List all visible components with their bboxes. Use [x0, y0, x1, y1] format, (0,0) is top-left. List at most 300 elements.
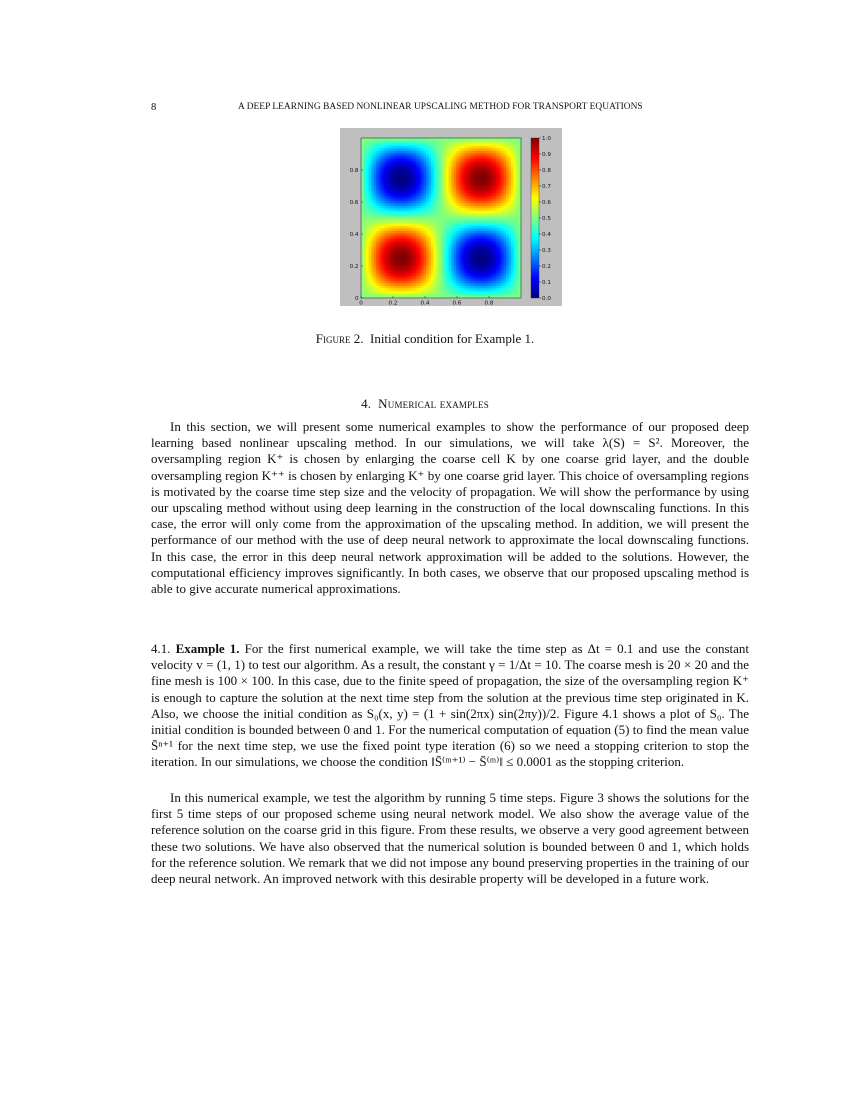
heatmap-cell — [429, 203, 432, 206]
heatmap-cell — [366, 278, 369, 281]
heatmap-cell — [431, 196, 434, 199]
heatmap-cell — [466, 266, 469, 269]
heatmap-cell — [399, 288, 402, 291]
heatmap-cell — [434, 243, 437, 246]
heatmap-cell — [391, 213, 394, 216]
heatmap-cell — [501, 191, 504, 194]
heatmap-cell — [396, 168, 399, 171]
heatmap-cell — [386, 223, 389, 226]
heatmap-cell — [409, 193, 412, 196]
heatmap-cell — [404, 241, 407, 244]
heatmap-cell — [456, 151, 459, 154]
heatmap-cell — [389, 286, 392, 289]
heatmap-cell — [421, 148, 424, 151]
heatmap-cell — [394, 246, 397, 249]
heatmap-cell — [506, 288, 509, 291]
heatmap-cell — [421, 223, 424, 226]
heatmap-cell — [464, 201, 467, 204]
heatmap-cell — [479, 206, 482, 209]
heatmap-cell — [506, 243, 509, 246]
heatmap-cell — [466, 253, 469, 256]
heatmap-cell — [481, 206, 484, 209]
heatmap-cell — [471, 151, 474, 154]
heatmap-cell — [414, 266, 417, 269]
heatmap-cell — [454, 256, 457, 259]
heatmap-cell — [414, 233, 417, 236]
heatmap-cell — [419, 183, 422, 186]
heatmap-cell — [371, 176, 374, 179]
heatmap-cell — [444, 171, 447, 174]
heatmap-cell — [469, 193, 472, 196]
heatmap-cell — [491, 208, 494, 211]
heatmap-cell — [506, 181, 509, 184]
heatmap-cell — [434, 221, 437, 224]
heatmap-cell — [424, 143, 427, 146]
heatmap-cell — [371, 226, 374, 229]
heatmap-cell — [466, 226, 469, 229]
heatmap-cell — [479, 176, 482, 179]
heatmap-cell — [474, 218, 477, 221]
heatmap-cell — [426, 253, 429, 256]
heatmap-cell — [371, 291, 374, 294]
heatmap-cell — [381, 238, 384, 241]
heatmap-cell — [381, 233, 384, 236]
heatmap-cell — [494, 231, 497, 234]
heatmap-cell — [426, 278, 429, 281]
heatmap-cell — [429, 248, 432, 251]
heatmap-cell — [466, 246, 469, 249]
heatmap-cell — [469, 283, 472, 286]
heatmap-cell — [479, 236, 482, 239]
heatmap-cell — [394, 161, 397, 164]
heatmap-cell — [479, 271, 482, 274]
heatmap-cell — [434, 246, 437, 249]
heatmap-cell — [436, 221, 439, 224]
heatmap-cell — [494, 168, 497, 171]
heatmap-cell — [486, 198, 489, 201]
x-tick-label: 0 — [359, 300, 363, 306]
heatmap-cell — [454, 203, 457, 206]
heatmap-cell — [516, 226, 519, 229]
heatmap-cell — [491, 286, 494, 289]
heatmap-cell — [381, 258, 384, 261]
heatmap-cell — [474, 278, 477, 281]
heatmap-cell — [406, 231, 409, 234]
heatmap-cell — [401, 238, 404, 241]
heatmap-cell — [501, 286, 504, 289]
heatmap-cell — [366, 193, 369, 196]
heatmap-cell — [434, 231, 437, 234]
heatmap-cell — [389, 213, 392, 216]
heatmap-cell — [386, 208, 389, 211]
heatmap-cell — [421, 251, 424, 254]
heatmap-cell — [484, 188, 487, 191]
heatmap-cell — [384, 241, 387, 244]
heatmap-cell — [469, 181, 472, 184]
heatmap-cell — [514, 266, 517, 269]
heatmap-cell — [391, 181, 394, 184]
heatmap-cell — [384, 173, 387, 176]
heatmap-cell — [389, 218, 392, 221]
heatmap-cell — [396, 156, 399, 159]
heatmap-cell — [509, 151, 512, 154]
heatmap-cell — [369, 201, 372, 204]
heatmap-cell — [446, 221, 449, 224]
heatmap-cell — [491, 283, 494, 286]
heatmap-cell — [504, 283, 507, 286]
heatmap-cell — [514, 158, 517, 161]
heatmap-cell — [361, 158, 364, 161]
heatmap-cell — [516, 228, 519, 231]
heatmap-cell — [446, 286, 449, 289]
heatmap-cell — [474, 238, 477, 241]
heatmap-cell — [389, 146, 392, 149]
heatmap-cell — [384, 146, 387, 149]
heatmap-cell — [464, 188, 467, 191]
heatmap-cell — [469, 281, 472, 284]
heatmap-cell — [441, 171, 444, 174]
heatmap-cell — [366, 238, 369, 241]
heatmap-cell — [464, 166, 467, 169]
heatmap-cell — [509, 183, 512, 186]
heatmap-cell — [509, 173, 512, 176]
heatmap-cell — [484, 266, 487, 269]
heatmap-cell — [441, 251, 444, 254]
heatmap-cell — [361, 226, 364, 229]
heatmap-cell — [506, 211, 509, 214]
heatmap-cell — [484, 233, 487, 236]
heatmap-cell — [391, 271, 394, 274]
heatmap-cell — [479, 186, 482, 189]
heatmap-cell — [486, 148, 489, 151]
heatmap-cell — [471, 168, 474, 171]
heatmap-cell — [501, 158, 504, 161]
heatmap-cell — [449, 263, 452, 266]
heatmap-cell — [449, 201, 452, 204]
heatmap-cell — [506, 253, 509, 256]
heatmap-cell — [424, 216, 427, 219]
heatmap-cell — [466, 201, 469, 204]
heatmap-cell — [436, 253, 439, 256]
heatmap-cell — [416, 223, 419, 226]
heatmap-cell — [426, 173, 429, 176]
heatmap-cell — [374, 276, 377, 279]
heatmap-cell — [444, 181, 447, 184]
heatmap-cell — [409, 211, 412, 214]
heatmap-cell — [511, 226, 514, 229]
heatmap-cell — [499, 151, 502, 154]
heatmap-cell — [471, 191, 474, 194]
heatmap-cell — [424, 193, 427, 196]
heatmap-cell — [434, 168, 437, 171]
heatmap-cell — [424, 291, 427, 294]
heatmap-cell — [409, 196, 412, 199]
heatmap-cell — [494, 213, 497, 216]
heatmap-cell — [454, 161, 457, 164]
heatmap-cell — [404, 273, 407, 276]
heatmap-cell — [419, 263, 422, 266]
heatmap-cell — [476, 166, 479, 169]
heatmap-cell — [446, 291, 449, 294]
heatmap-cell — [466, 233, 469, 236]
heatmap-cell — [409, 246, 412, 249]
heatmap-cell — [384, 293, 387, 296]
heatmap-cell — [491, 211, 494, 214]
heatmap-cell — [389, 241, 392, 244]
heatmap-cell — [506, 201, 509, 204]
heatmap-cell — [369, 228, 372, 231]
heatmap-cell — [511, 256, 514, 259]
heatmap-cell — [491, 258, 494, 261]
heatmap-cell — [384, 266, 387, 269]
heatmap-cell — [499, 233, 502, 236]
heatmap-cell — [459, 236, 462, 239]
heatmap-cell — [384, 271, 387, 274]
heatmap-cell — [411, 213, 414, 216]
heatmap-cell — [429, 161, 432, 164]
heatmap-cell — [436, 238, 439, 241]
heatmap-cell — [514, 243, 517, 246]
heatmap-cell — [496, 148, 499, 151]
heatmap-cell — [499, 153, 502, 156]
heatmap-cell — [454, 236, 457, 239]
heatmap-cell — [406, 263, 409, 266]
heatmap-cell — [366, 293, 369, 296]
heatmap-cell — [504, 158, 507, 161]
heatmap-cell — [469, 253, 472, 256]
heatmap-cell — [479, 201, 482, 204]
heatmap-cell — [371, 216, 374, 219]
heatmap-cell — [404, 223, 407, 226]
heatmap-cell — [404, 251, 407, 254]
heatmap-cell — [461, 243, 464, 246]
heatmap-cell — [451, 248, 454, 251]
heatmap-cell — [401, 156, 404, 159]
heatmap-cell — [374, 256, 377, 259]
heatmap-cell — [449, 151, 452, 154]
heatmap-cell — [491, 168, 494, 171]
heatmap-cell — [366, 158, 369, 161]
heatmap-cell — [469, 228, 472, 231]
heatmap-cell — [391, 233, 394, 236]
heatmap-cell — [479, 286, 482, 289]
heatmap-cell — [416, 141, 419, 144]
heatmap-cell — [446, 198, 449, 201]
heatmap-cell — [449, 241, 452, 244]
heatmap-cell — [441, 293, 444, 296]
heatmap-cell — [399, 181, 402, 184]
heatmap-cell — [449, 283, 452, 286]
heatmap-cell — [516, 288, 519, 291]
heatmap-cell — [454, 206, 457, 209]
heatmap-cell — [491, 243, 494, 246]
heatmap-cell — [396, 206, 399, 209]
heatmap-cell — [444, 156, 447, 159]
heatmap-cell — [461, 208, 464, 211]
heatmap-cell — [374, 141, 377, 144]
heatmap-cell — [446, 233, 449, 236]
heatmap-cell — [514, 263, 517, 266]
heatmap-cell — [466, 288, 469, 291]
heatmap-cell — [424, 163, 427, 166]
heatmap-cell — [451, 146, 454, 149]
heatmap-cell — [406, 193, 409, 196]
heatmap-cell — [481, 293, 484, 296]
heatmap-cell — [464, 256, 467, 259]
heatmap-cell — [461, 156, 464, 159]
heatmap-cell — [411, 181, 414, 184]
heatmap-cell — [416, 293, 419, 296]
heatmap-cell — [441, 201, 444, 204]
heatmap-cell — [439, 241, 442, 244]
heatmap-cell — [506, 273, 509, 276]
heatmap-cell — [479, 268, 482, 271]
heatmap-cell — [424, 198, 427, 201]
heatmap-cell — [499, 258, 502, 261]
heatmap-cell — [369, 278, 372, 281]
heatmap-cell — [441, 176, 444, 179]
heatmap-cell — [499, 231, 502, 234]
heatmap-cell — [464, 243, 467, 246]
heatmap-cell — [381, 171, 384, 174]
heatmap-cell — [479, 193, 482, 196]
heatmap-cell — [364, 138, 367, 141]
heatmap-cell — [361, 138, 364, 141]
heatmap-cell — [414, 161, 417, 164]
heatmap-cell — [384, 196, 387, 199]
heatmap-cell — [436, 236, 439, 239]
heatmap-cell — [459, 291, 462, 294]
heatmap-cell — [489, 268, 492, 271]
heatmap-cell — [514, 281, 517, 284]
heatmap-cell — [511, 248, 514, 251]
heatmap-cell — [516, 153, 519, 156]
heatmap-cell — [381, 286, 384, 289]
heatmap-cell — [509, 261, 512, 264]
heatmap-cell — [411, 166, 414, 169]
heatmap-cell — [379, 251, 382, 254]
heatmap-cell — [431, 143, 434, 146]
heatmap-cell — [441, 148, 444, 151]
heatmap-cell — [466, 276, 469, 279]
heatmap-cell — [406, 178, 409, 181]
heatmap-cell — [496, 216, 499, 219]
heatmap-cell — [491, 226, 494, 229]
heatmap-cell — [436, 266, 439, 269]
heatmap-cell — [459, 228, 462, 231]
heatmap-cell — [506, 166, 509, 169]
heatmap-cell — [454, 193, 457, 196]
heatmap-cell — [471, 278, 474, 281]
heatmap-cell — [444, 198, 447, 201]
heatmap-cell — [439, 288, 442, 291]
heatmap-cell — [376, 261, 379, 264]
heatmap-cell — [444, 241, 447, 244]
heatmap-cell — [461, 268, 464, 271]
heatmap-cell — [394, 146, 397, 149]
heatmap-cell — [399, 173, 402, 176]
heatmap-cell — [386, 263, 389, 266]
heatmap-cell — [491, 221, 494, 224]
heatmap-cell — [499, 148, 502, 151]
heatmap-cell — [444, 261, 447, 264]
heatmap-cell — [496, 226, 499, 229]
heatmap-cell — [396, 186, 399, 189]
heatmap-cell — [509, 221, 512, 224]
heatmap-cell — [446, 146, 449, 149]
heatmap-cell — [381, 276, 384, 279]
heatmap-cell — [419, 283, 422, 286]
heatmap-cell — [439, 206, 442, 209]
heatmap-cell — [399, 286, 402, 289]
heatmap-cell — [394, 191, 397, 194]
heatmap-cell — [431, 183, 434, 186]
heatmap-cell — [379, 243, 382, 246]
heatmap-cell — [459, 253, 462, 256]
heatmap-cell — [494, 266, 497, 269]
heatmap-cell — [481, 268, 484, 271]
heatmap-cell — [389, 143, 392, 146]
heatmap-cell — [404, 151, 407, 154]
heatmap-cell — [394, 138, 397, 141]
heatmap-cell — [456, 186, 459, 189]
heatmap-cell — [471, 178, 474, 181]
heatmap-cell — [479, 208, 482, 211]
heatmap-cell — [401, 233, 404, 236]
heatmap-cell — [511, 191, 514, 194]
heatmap-cell — [424, 226, 427, 229]
heatmap-cell — [479, 293, 482, 296]
heatmap-cell — [479, 241, 482, 244]
colorbar-tick-label: 0.2 — [542, 264, 551, 270]
heatmap-cell — [444, 218, 447, 221]
heatmap-cell — [386, 158, 389, 161]
heatmap-cell — [456, 188, 459, 191]
heatmap-cell — [481, 196, 484, 199]
heatmap-cell — [486, 278, 489, 281]
heatmap-cell — [424, 256, 427, 259]
heatmap-cell — [501, 208, 504, 211]
heatmap-cell — [381, 218, 384, 221]
heatmap-cell — [366, 228, 369, 231]
heatmap-cell — [416, 221, 419, 224]
heatmap-cell — [501, 173, 504, 176]
heatmap-cell — [391, 268, 394, 271]
heatmap-cell — [474, 253, 477, 256]
heatmap-cell — [419, 143, 422, 146]
heatmap-cell — [426, 206, 429, 209]
heatmap-cell — [396, 258, 399, 261]
heatmap-cell — [384, 201, 387, 204]
heatmap-cell — [494, 258, 497, 261]
heatmap-cell — [389, 243, 392, 246]
heatmap-cell — [449, 153, 452, 156]
heatmap-cell — [464, 281, 467, 284]
heatmap-cell — [484, 283, 487, 286]
heatmap-cell — [464, 206, 467, 209]
heatmap-cell — [401, 213, 404, 216]
heatmap-cell — [411, 146, 414, 149]
heatmap-cell — [504, 243, 507, 246]
heatmap-cell — [484, 171, 487, 174]
heatmap-cell — [381, 253, 384, 256]
heatmap-cell — [401, 141, 404, 144]
heatmap-cell — [444, 158, 447, 161]
heatmap-cell — [391, 153, 394, 156]
heatmap-cell — [489, 246, 492, 249]
heatmap-cell — [501, 231, 504, 234]
heatmap-cell — [416, 206, 419, 209]
